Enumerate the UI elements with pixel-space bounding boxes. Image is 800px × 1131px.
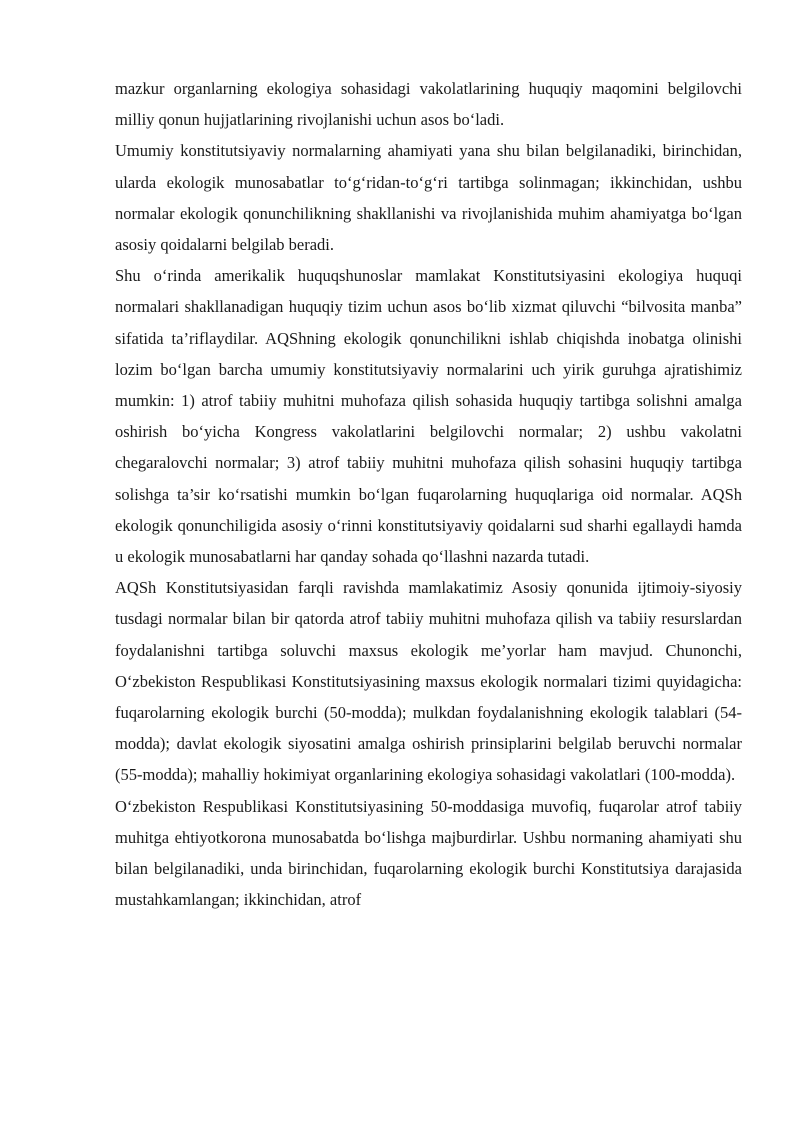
document-page <box>115 73 742 915</box>
paragraph-5: O‘zbekiston Respublikasi Konstitutsiyasining 50-moddasiga muvofiq, fuqarolar atrof tabiiy muhitga ehtiyotkorona munosabatda bo‘lishga majburdirlar. Ushbu normaning ahamiyati shu bilan belgilanadiki, unda birinchidan, fuqarolarning ekologik burchi Konstitutsiya darajasida mustahkamlangan; ikkinchidan, atrof <box>115 796 742 910</box>
paragraph-4: AQSh Konstitutsiyasidan farqli ravishda mamlakatimiz Asosiy qonunida ijtimoiy-siyosiy tusdagi normalar bilan bir qatorda atrof tabiiy muhitni muhofaza qilish va tabiiy resurslardan foydalanishni tartibga soluvchi maxsus ekologik me’yorlar ham mavjud. Chunonchi, O‘zbekiston Respublikasi Konstitutsiyasining maxsus ekologik normalari tizimi quyidagicha: fuqarolarning ekologik burchi (50-modda); mulkdan foydalanishning ekologik talablari (54-modda); davlat ekologik siyosatini amalga oshirish prinsiplarini belgilab beruvchi normalar (55-modda); mahalliy hokimiyat organlarining ekologiya sohasidagi vakolatlari (100-modda). <box>115 578 742 785</box>
paragraph-2: Umumiy konstitutsiyaviy normalarning ahamiyati yana shu bilan belgilanadiki, birinchidan, ularda ekologik munosabatlar to‘g‘ridan-to‘g‘ri tartibga solinmagan; ikkinchidan, ushbu normalar ekologik qonunchilikning shakllanishi va rivojlanishida muhim ahamiyatga bo‘lgan asosiy qoidalarni belgilab beradi. <box>115 141 742 255</box>
paragraph-3: Shu o‘rinda amerikalik huquqshunoslar mamlakat Konstitutsiyasini ekologiya huquqi normalari shakllanadigan huquqiy tizim uchun asos bo‘lib xizmat qiluvchi “bilvosita manba” sifatida ta’riflaydilar. AQShning ekologik qonunchilikni ishlab chiqishda inobatga olinishi lozim bo‘lgan barcha umumiy konstitutsiyaviy normalarini uch yirik guruhga ajratishimiz mumkin: 1) atrof tabiiy muhitni muhofaza qilish sohasida huquqiy tartibga solishni amalga oshirish bo‘yicha Kongress vakolatlarini belgilovchi normalar; 2) ushbu vakolatni chegaralovchi normalar; 3) atrof tabiiy muhitni muhofaza qilish sohasini huquqiy tartibga solishga ta’sir ko‘rsatishi mumkin bo‘lgan fuqarolarning huquqlariga oid normalar. AQSh ekologik qonunchiligida asosiy o‘rinni konstitutsiyaviy qoidalarni sud sharhi egallaydi hamda u ekologik munosabatlarni har qanday sohada qo‘llashni nazarda tutadi. <box>115 266 742 567</box>
paragraph-1: mazkur organlarning ekologiya sohasidagi vakolatlarining huquqiy maqomini belgilovchi milliy qonun hujjatlarining rivojlanishi uchun asos bo‘ladi. <box>115 79 742 130</box>
